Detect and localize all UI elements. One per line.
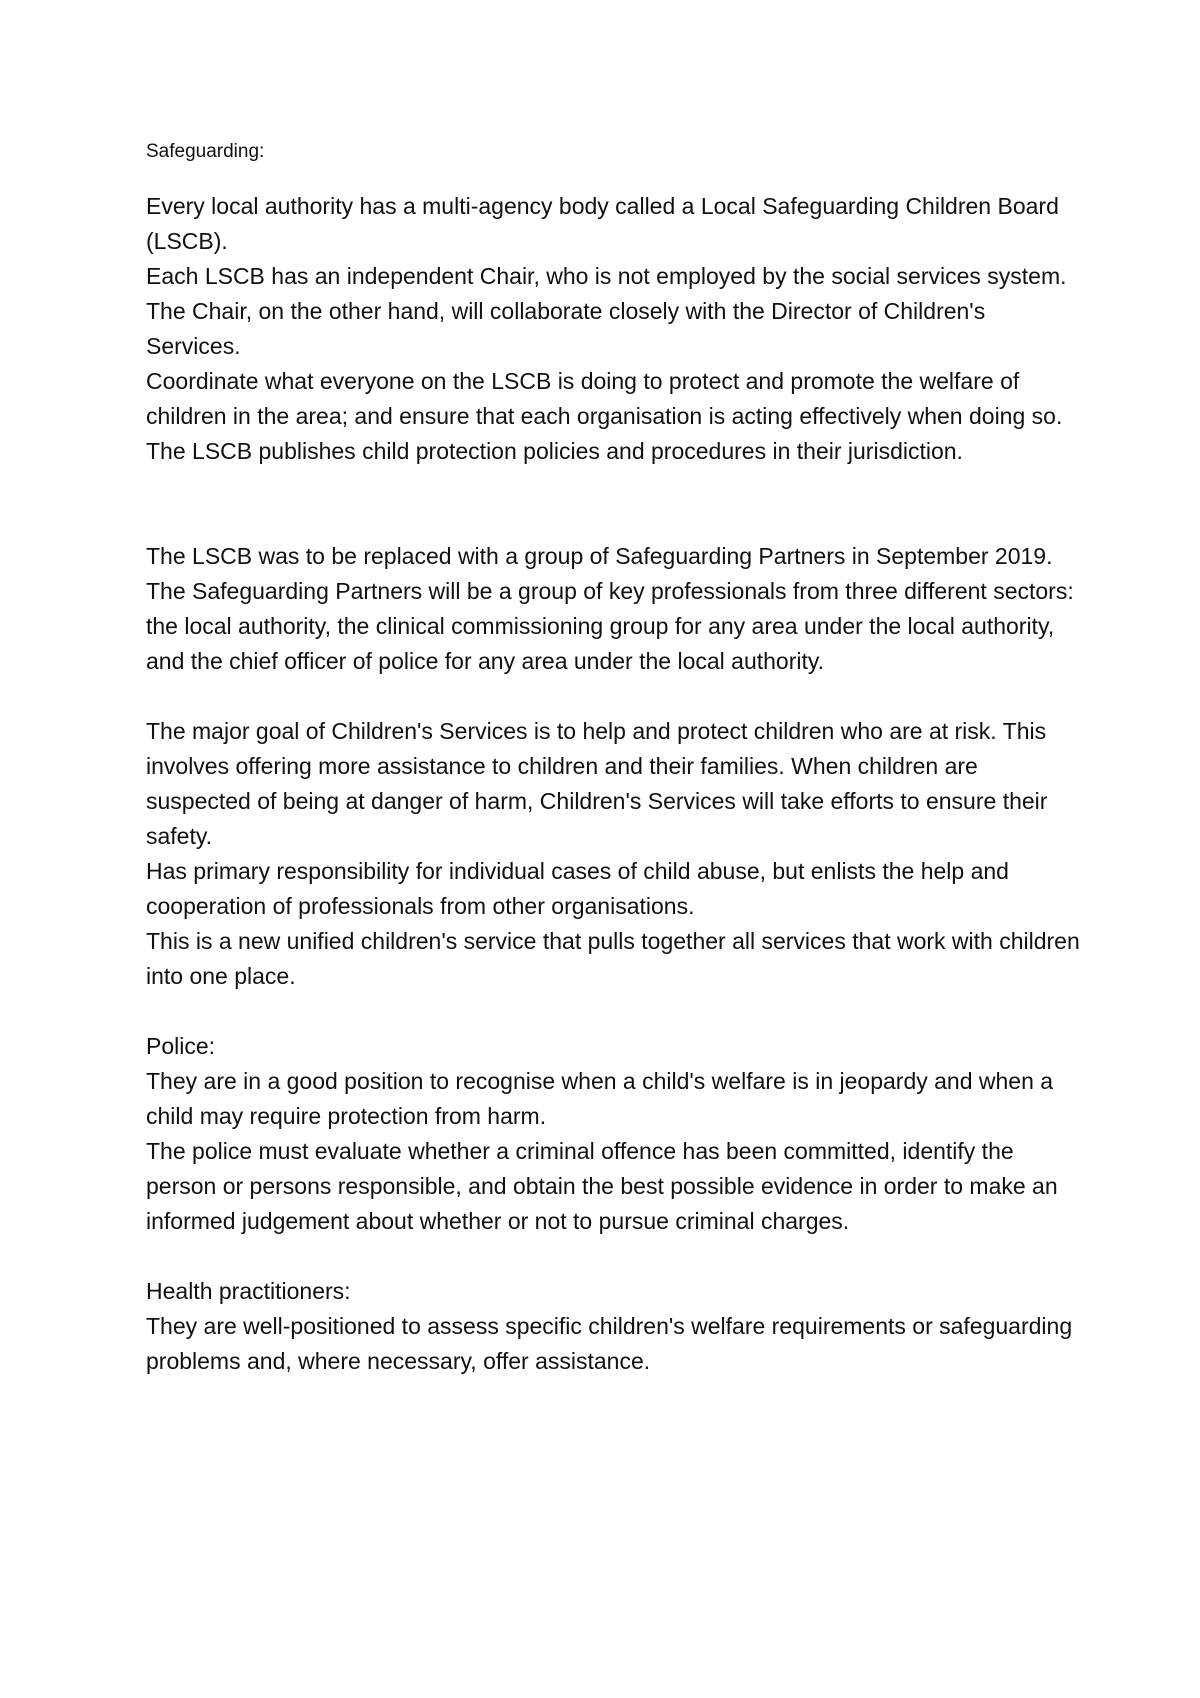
childrens-services-unified-paragraph: This is a new unified children's service that pulls together all services that work with children into one place. [146, 928, 1080, 989]
health-heading: Health practitioners: [146, 1278, 351, 1304]
section-spacer [146, 469, 1086, 539]
police-heading: Police: [146, 1033, 216, 1059]
section-spacer [146, 679, 1086, 714]
section-spacer [146, 1239, 1086, 1274]
lscb-chair-paragraph: Each LSCB has an independent Chair, who is not employed by the social services system. The Chair, on the other hand, will collaborate closely with the Director of Children's Services. [146, 263, 1067, 359]
document-title: Safeguarding: [146, 141, 265, 162]
lscb-coordinate-paragraph: Coordinate what everyone on the LSCB is doing to protect and promote the welfare of children in the area; and ensure that each organisation is acting effectively when doing so. [146, 368, 1063, 429]
lscb-intro-paragraph: Every local authority has a multi-agency body called a Local Safeguarding Children Board (LSCB). [146, 193, 1059, 254]
partners-description-paragraph: The Safeguarding Partners will be a group of key professionals from three different sectors: the local authority, the clinical commissioning group for any area under the local authority, and the chief officer of police for any area under the local authority. [146, 578, 1074, 674]
childrens-services-goal-paragraph: The major goal of Children's Services is to help and protect children who are at risk. This involves offering more assistance to children and their families. When children are suspected of being at danger of harm, Children's Services will take efforts to ensure their safety. [146, 718, 1048, 849]
police-evaluate-paragraph: The police must evaluate whether a criminal offence has been committed, identify the person or persons responsible, and obtain the best possible evidence in order to make an informed judgement about whether or not to pursue criminal charges. [146, 1138, 1058, 1234]
health-practitioners-paragraph: They are well-positioned to assess specific children's welfare requirements or safeguarding problems and, where necessary, offer assistance. [146, 1313, 1073, 1374]
police-position-paragraph: They are in a good position to recognise when a child's welfare is in jeopardy and when a child may require protection from harm. [146, 1068, 1054, 1129]
partners-replacement-paragraph: The LSCB was to be replaced with a group of Safeguarding Partners in September 2019. [146, 543, 1053, 569]
section-spacer [146, 994, 1086, 1029]
lscb-publishes-paragraph: The LSCB publishes child protection policies and procedures in their jurisdiction. [146, 438, 963, 464]
childrens-services-responsibility-paragraph: Has primary responsibility for individual cases of child abuse, but enlists the help and cooperation of professionals from other organisations. [146, 858, 1009, 919]
document-page [146, 137, 1086, 1379]
